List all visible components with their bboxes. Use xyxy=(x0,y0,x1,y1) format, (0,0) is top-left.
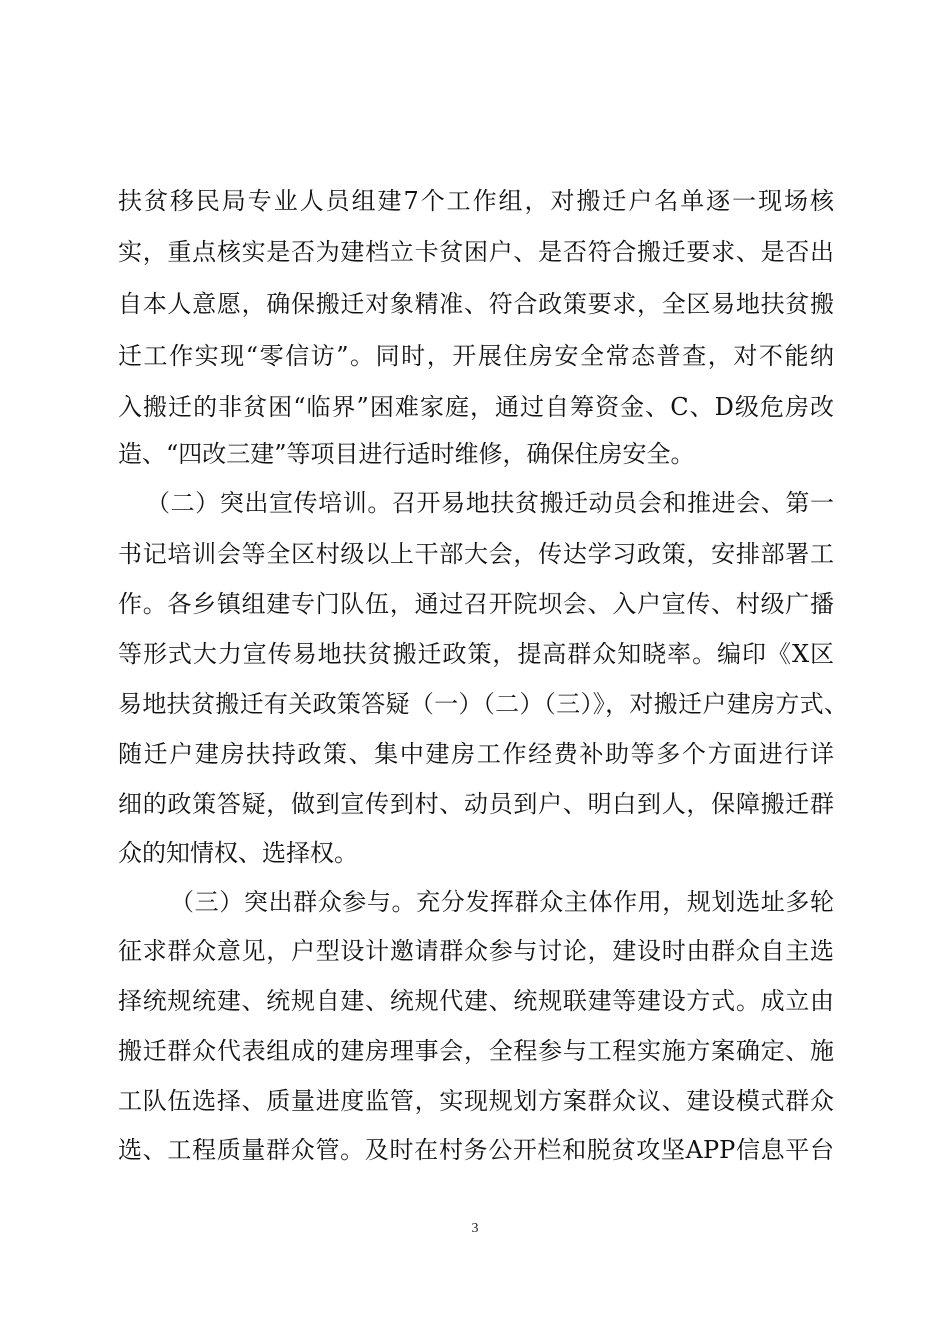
paragraph-2-line-5: 易地扶贫搬迁有关政策答疑（一）（二）（三）》，对搬迁户建房方式、 xyxy=(118,690,848,718)
paragraph-2-line-3: 作。各乡镇组建专门队伍，通过召开院坝会、入户宣传、村级广播 xyxy=(118,590,834,618)
text-line-5: 入搬迁的非贫困“临界”困难家庭，通过自筹资金、C、D级危房改 xyxy=(118,393,834,421)
paragraph-2-line-1: （二）突出宣传培训。召开易地扶贫搬迁动员会和推进会、第一 xyxy=(146,489,834,517)
page-number: 3 xyxy=(471,1221,479,1236)
paragraph-3-line-6: 选、工程质量群众管。及时在村务公开栏和脱贫攻坚APP信息平台 xyxy=(118,1136,834,1164)
paragraph-2-line-8: 众的知情权、选择权。 xyxy=(118,839,358,867)
text-line-3: 自本人意愿，确保搬迁对象精准、符合政策要求，全区易地扶贫搬 xyxy=(118,290,834,318)
paragraph-3-line-3: 择统规统建、统规自建、统规代建、统规联建等建设方式。成立由 xyxy=(118,987,834,1015)
paragraph-2-line-2: 书记培训会等全区村级以上干部大会，传达学习政策，安排部署工 xyxy=(118,540,834,568)
paragraph-3-line-2: 征求群众意见，户型设计邀请群众参与讨论，建设时由群众自主选 xyxy=(118,937,834,965)
paragraph-2-line-7: 细的政策答疑，做到宣传到村、动员到户、明白到人，保障搬迁群 xyxy=(118,790,834,818)
paragraph-3-line-4: 搬迁群众代表组成的建房理事会，全程参与工程实施方案确定、施 xyxy=(118,1037,834,1065)
text-line-1: 扶贫移民局专业人员组建7个工作组，对搬迁户名单逐一现场核 xyxy=(118,187,834,215)
paragraph-3-line-1: （三）突出群众参与。充分发挥群众主体作用，规划选址多轮 xyxy=(170,888,834,916)
paragraph-3-line-5: 工队伍选择、质量进度监管，实现规划方案群众议、建设模式群众 xyxy=(118,1087,834,1115)
paragraph-2-line-6: 随迁户建房扶持政策、集中建房工作经费补助等多个方面进行详 xyxy=(118,740,834,768)
text-line-4: 迁工作实现“零信访”。同时，开展住房安全常态普查，对不能纳 xyxy=(118,342,834,370)
text-line-2: 实，重点核实是否为建档立卡贫困户、是否符合搬迁要求、是否出 xyxy=(118,238,834,266)
text-line-6: 造、“四改三建”等项目进行适时维修，确保住房安全。 xyxy=(118,440,695,468)
paragraph-2-line-4: 等形式大力宣传易地扶贫搬迁政策，提高群众知晓率。编印《X区 xyxy=(118,640,834,668)
